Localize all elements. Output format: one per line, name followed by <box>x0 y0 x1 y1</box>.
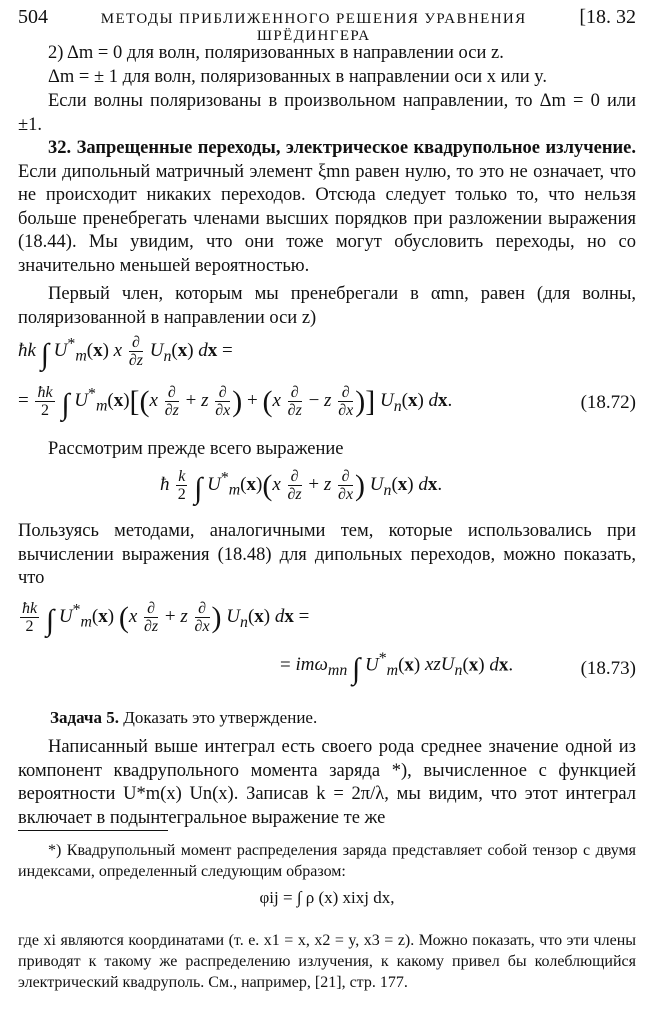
equation-1872-line2: = $\frac{ħk}{2}$ ∫ $U^*_m(x)[(x$ $\frac{\partial}{\partial z}$ + z $\frac{\partial}{\partial x}$ ) + (x $\frac{\partial}{\partial z}$ − z $\frac{\partial}{\partial x}$ )] $U_n(x)$ dx. <box>18 384 453 421</box>
footnote-tail: где xi являются координатами (т. е. x1 = x, x2 = y, x3 = z). Можно показать, что эти члены приводят к такому же распределению излучения, к какому привел бы колеблющийся электрический квадруполь. См., например, [21], стр. 177. <box>18 932 636 991</box>
equation-1873-label: (18.73) <box>580 658 636 679</box>
page-number: 504 <box>18 6 48 28</box>
equation-considered: ħ $\frac{k}{2}$ ∫ $U^*_m(x)(x$ $\frac{\partial}{\partial z}$ + z $\frac{\partial}{\partial x}$ ) $U_n(x)$ dx. <box>160 468 443 505</box>
equation-1873-line1: $\frac{ħk}{2}$ ∫ $U^*_m(x)$ (x $\frac{\partial}{\partial z}$ + z $\frac{\partial}{\partial x}$ ) $U_n(x)$ dx = <box>22 600 310 637</box>
section-32-body: Если дипольный матричный элемент ξmn равен нулю, то это не означает, что не происходит никаких переходов. Отсюда следует только то, что нельзя больше пренебрегать членами высших порядков при разложении выражения (18.44). Мы увидим, что они тоже могут обусловить переходы, но со значительно меньшей вероятностью. <box>18 161 636 276</box>
paragraph-consider: Рассмотрим прежде всего выражение <box>48 439 344 459</box>
footnote-lead: *) Квадрупольный момент распределения заряда представляет собой тензор с двумя индексами, определенный следующим образом: <box>18 842 636 880</box>
paragraph-polarization-z: 2) Δm = 0 для волн, поляризованных в направлении оси z. <box>48 43 504 63</box>
paragraph-first-term: Первый член, которым мы пренебрегали в αmn, равен (для волны, поляризованной в направлении оси z) <box>18 284 636 328</box>
footnote-formula: φij = ∫ ρ (x) xixj dx, <box>259 888 395 907</box>
running-title: МЕТОДЫ ПРИБЛИЖЕННОГО РЕШЕНИЯ УРАВНЕНИЯ ШРЁДИНГЕРА <box>100 11 527 44</box>
paragraph-quadrupole: Написанный выше интеграл есть своего рода среднее значение одной из компонент квадрупольного момента заряда *), вычисленное с функцией вероятности U*m(x) Un(x). Записав k = 2π/λ, мы видим, что этот интеграл включает в подынтегральное выражение те же <box>18 737 636 828</box>
page-header <box>18 6 636 44</box>
paragraph-arbitrary-polarization: Если волны поляризованы в произвольном направлении, то Δm = 0 или ±1. <box>18 91 636 135</box>
task-label: Задача 5. <box>50 708 119 727</box>
footnote-rule <box>18 830 168 831</box>
paragraph-methods: Пользуясь методами, аналогичными тем, которые использовались при вычислении выражения (18.48) для дипольных переходов, можно показать, что <box>18 521 636 588</box>
equation-1872-line1: ħk ∫ $U^*_m(x)$ x $\frac{\partial}{\partial z}$ $U_n(x)$ dx = <box>18 334 233 371</box>
task-5 <box>50 708 317 728</box>
equation-1872-label: (18.72) <box>580 392 636 413</box>
section-32-paragraph <box>18 137 636 278</box>
equation-1873-line2: = imω$_{mn}$ ∫ $U^*_m(x)$ xzU$_n$(x) dx. <box>280 650 514 686</box>
task-text: Доказать это утверждение. <box>123 708 318 727</box>
section-ref: [18. 32 <box>579 6 636 28</box>
section-32-heading: 32. Запрещенные переходы, электрическое квадрупольное излучение. <box>48 138 636 158</box>
paragraph-polarization-xy: Δm = ± 1 для волн, поляризованных в направлении оси x или y. <box>48 67 547 87</box>
